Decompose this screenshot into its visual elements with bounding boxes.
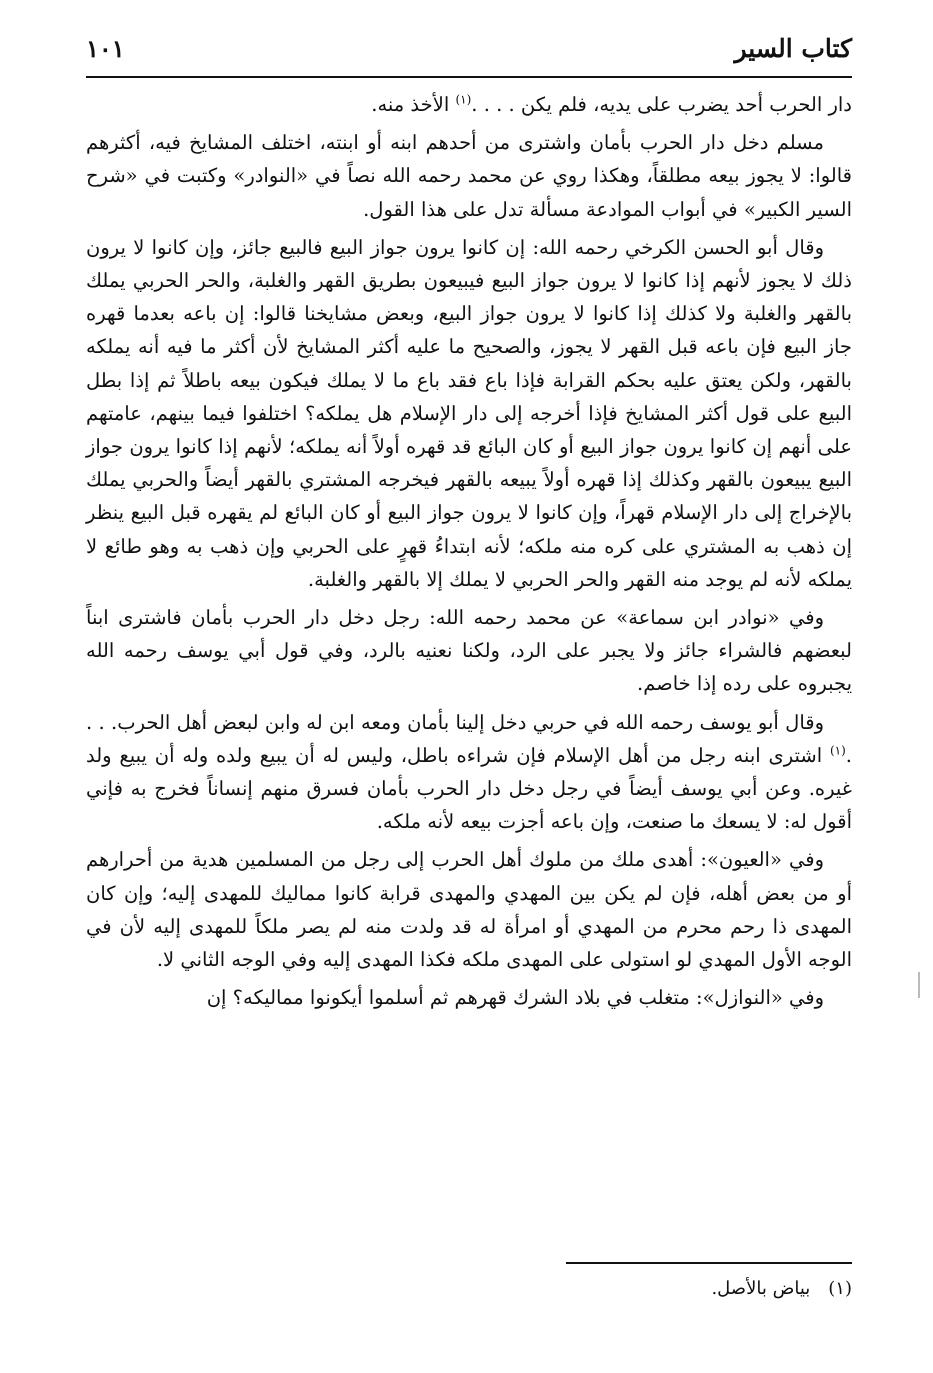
footnote-number: (١) [828,1278,852,1299]
footnote-text: بياض بالأصل. [711,1278,811,1299]
book-title: كتاب السير [734,34,852,63]
paragraph-7: وفي «النوازل»: متغلب في بلاد الشرك قهرهم ثم أسلموا أيكونوا مماليكه؟ إن [206,986,824,1010]
footnote-divider [566,1262,852,1264]
paragraph-5 [86,706,852,839]
paragraph-text: الأخذ منه. [371,93,456,116]
paragraph-text: وقال أبو يوسف رحمه الله في حربي دخل إلينا بأمان ومعه ابن له وابن لبعض أهل الحرب. . . . [86,710,852,767]
margin-mark [918,972,920,998]
paragraph-text: اشترى ابنه رجل من أهل الإسلام فإن شراءه باطل، وليس له أن يبيع ولده وله أن يبيع ولد غيره. وعن أبي يوسف أيضاً في رجل دخل دار الحرب بأمان فسرق منهم إنساناً فخرج به فإني أقول له: لا يسعك ما صنعت، وإن باعه أجزت بيعه لأنه ملكه. [86,743,852,834]
paragraph-text: دار الحرب أحد يضرب على يديه، فلم يكن . . . . [471,93,852,116]
footnotes [86,1274,852,1304]
footnote-item [86,1274,852,1304]
paragraph-4: وفي «نوادر ابن سماعة» عن محمد رحمه الله: رجل دخل دار الحرب بأمان فاشترى ابناً لبعضهم فالشراء جائز ولا يجبر على الرد، ولكنا نعنيه بالرد، وفي قول أبي يوسف رحمه الله يجبروه على رده إذا خاصم. [86,606,852,696]
main-text [86,88,852,1019]
footnote-reference: (١) [829,743,846,758]
paragraph-2: مسلم دخل دار الحرب بأمان واشترى من أحدهم ابنه أو ابنته، اختلف المشايخ فيه، أكثرهم قالوا: لا يجوز بيعه مطلقاً، وهكذا روي عن محمد رحمه الله نصاً في «النوادر» وكتبت في «شرح السير الكبير» في أبواب الموادعة مسألة تدل على هذا القول. [86,131,852,221]
header-divider [86,76,852,78]
page-header [86,30,852,70]
paragraph-3: وقال أبو الحسن الكرخي رحمه الله: إن كانوا يرون جواز البيع فالبيع جائز، وإن كانوا لا يرون ذلك لا يجوز لأنهم إذا كانوا لا يرون جواز البيع فيبيعون بطريق القهر والغلبة، والحر الحربي يملك بالقهر والغلبة ولا كذلك إذا كانوا لا يرون جواز البيع، وبعض مشايخنا قالوا: إن باعه بعدما قهره جاز البيع فإن باعه قبل القهر لا يجوز، والصحيح ما عليه أكثر المشايخ لأن أكثر ما فيه أنه يملكه بالقهر، ولكن يعتق عليه بحكم القرابة فإذا باع فقد باع ما لا يملك فيكون بيعه باطلاً ثم إذا بطل البيع على قول أكثر المشايخ فإذا أخرجه إلى دار الإسلام هل يملكه؟ اختلفوا فيما بينهم، عامتهم على أنهم إن كانوا يرون جواز البيع أو كان البائع قد قهره أولاً أنه يملكه؛ لأنهم إذا كانوا يرون جواز البيع يبيعون بالقهر وكذلك إذا قهره أولاً يبيعه بالقهر فيخرجه المشتري بالقهر أيضاً والحربي يملك بالإخراج إلى دار الإسلام قهراً، وإن كانوا لا يرون جواز البيع أو كان البائع لم يقهره قبل البيع ينظر إن ذهب به المشتري على كره منه ملكه؛ لأنه ابتداءُ قهرٍ على الحربي وإن ذهب به وهو طائع لا يملكه لأنه لم يوجد منه القهر والحر الحربي لا يملك إلا بالقهر والغلبة. [86,235,853,591]
footnote-reference: (١) [455,92,472,107]
page-number: ١٠١ [86,34,125,63]
paragraph-1 [86,88,852,121]
paragraph-6: وفي «العيون»: أهدى ملك من ملوك أهل الحرب إلى رجل من المسلمين هدية من أحرارهم أو من بعض أهله، فإن لم يكن بين المهدي والمهدى قرابة كانوا مماليك للمهدى إليه؛ وإن كان المهدى ذا رحم محرم من المهدي أو امرأة له قد ولدت منه لم يصر ملكاً للمهدى إليه لأن في الوجه الأول المهدي لو استولى على المهدى ملكه فكذا المهدى إليه وفي الوجه الثاني لا. [86,848,852,972]
